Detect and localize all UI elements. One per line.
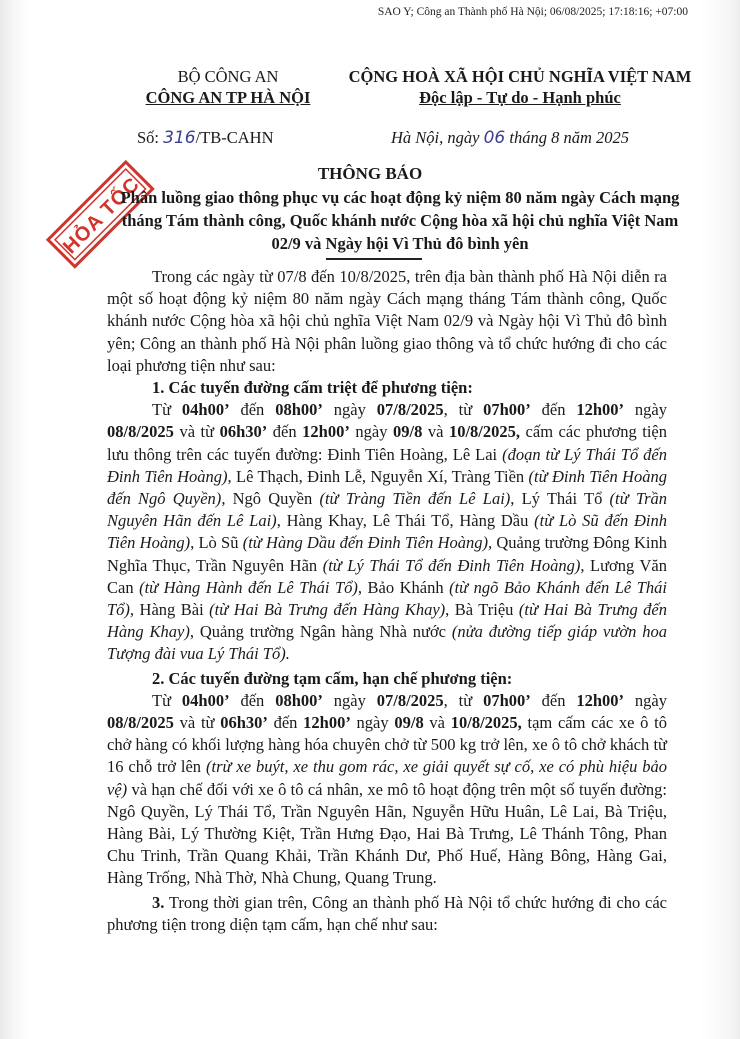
section-1-heading: 1. Các tuyến đường cấm triệt để phương tiện: bbox=[152, 378, 473, 398]
section-1-paragraph: Từ 04h00’ đến 08h00’ ngày 07/8/2025, từ 07h00’ đến 12h00’ ngày 08/8/2025 và từ 06h30’ đến 12h00’ ngày 09/8 và 10/8/2025, cấm các phương tiện lưu thông trên các tuyến đường: Đinh Tiên Hoàng, Lê Lai (đoạn từ Lý Thái Tổ đến Đinh Tiên Hoàng), Lê Thạch, Đinh Lễ, Nguyễn Xí, Tràng Tiền (từ Đinh Tiên Hoàng đến Ngô Quyền), Ngô Quyền (từ Tràng Tiền đến Lê Lai), Lý Thái Tổ (từ Trần Nguyên Hãn đến Lê Lai), Hàng Khay, Lê Thái Tổ, Hàng Dầu (từ Lò Sũ đến Đinh Tiên Hoàng), Lò Sũ (từ Hàng Dầu đến Đinh Tiên Hoàng), Quảng trường Đông Kinh Nghĩa Thục, Trần Nguyên Hãn (từ Lý Thái Tổ đến Đinh Tiên Hoàng), Lương Văn Can (từ Hàng Hành đến Lê Thái Tổ), Bảo Khánh (từ ngõ Bảo Khánh đến Lê Thái Tổ), Hàng Bài (từ Hai Bà Trưng đến Hàng Khay), Bà Triệu (từ Hai Bà Trưng đến Hàng Khay), Quảng trường Ngân hàng Nhà nước (nửa đường tiếp giáp vườn hoa Tượng đài vua Lý Thái Tổ). bbox=[107, 400, 668, 664]
copy-certification-line: SAO Y; Công an Thành phố Hà Nội; 06/08/2025; 17:18:16; +07:00 bbox=[377, 6, 688, 18]
date-prefix: Hà Nội, ngày bbox=[391, 128, 480, 147]
section-2-paragraph: Từ 04h00’ đến 08h00’ ngày 07/8/2025, từ 07h00’ đến 12h00’ ngày 08/8/2025 và từ 06h30’ đến 12h00’ ngày 09/8 và 10/8/2025, tạm cấm các xe ô tô chở hàng có khối lượng hàng hóa chuyên chở từ 500 kg trở lên, xe ô tô chở khách từ 16 chỗ trở lên (trừ xe buýt, xe thu gom rác, xe giải quyết sự cố, xe có phù hiệu bảo vệ) và hạn chế đối với xe ô tô cá nhân, xe mô tô hoạt động trên một số tuyến đường: Ngô Quyền, Lý Thái Tổ, Trần Nguyên Hãn, Nguyễn Hữu Huân, Lê Lai, Bà Triệu, Hàng Bài, Lý Thường Kiệt, Trần Hưng Đạo, Hai Bà Trưng, Lê Thánh Tông, Phan Chu Trinh, Trần Quang Khải, Trần Khánh Dư, Phố Huế, Hàng Bông, Hàng Gai, Hàng Trống, Nhà Thờ, Nhà Chung, Quang Trung. bbox=[107, 690, 668, 888]
document-body bbox=[107, 266, 667, 936]
national-heading-block bbox=[340, 66, 700, 108]
date-suffix: tháng 8 năm 2025 bbox=[509, 128, 629, 147]
handwritten-day: 06 bbox=[483, 128, 506, 148]
section-3-paragraph: 3. Trong thời gian trên, Công an thành phố Hà Nội tổ chức hướng đi cho các phương tiện trong diện tạm cấm, hạn chế như sau: bbox=[107, 892, 667, 934]
ministry-name: BỘ CÔNG AN bbox=[177, 67, 279, 86]
issue-date bbox=[391, 128, 629, 148]
section-2-heading: 2. Các tuyến đường tạm cấm, hạn chế phương tiện: bbox=[152, 668, 513, 688]
intro-paragraph: Trong các ngày từ 07/8 đến 10/8/2025, trên địa bàn thành phố Hà Nội diễn ra một số hoạt động kỷ niệm 80 năm ngày Cách mạng tháng Tám thành công, Quốc khánh nước Cộng hòa xã hội chủ nghĩa Việt Nam 02/9 và Ngày hội Vì Thủ đô bình yên; Công an thành phố Hà Nội phân luồng giao thông và tổ chức hướng đi cho các loại phương tiện như sau: bbox=[107, 267, 667, 375]
number-suffix: /TB-CAHN bbox=[195, 128, 274, 147]
document-subtitle: Phân luồng giao thông phục vụ các hoạt động kỷ niệm 80 năm ngày Cách mạng tháng Tám thành công, Quốc khánh nước Cộng hòa xã hội chủ nghĩa Việt Nam 02/9 và Ngày hội Vì Thủ đô bình yên bbox=[120, 188, 680, 253]
stamp-text: HỎA TỐC bbox=[59, 173, 145, 259]
issuing-agency-block bbox=[118, 66, 338, 108]
agency-name: CÔNG AN TP HÀ NỘI bbox=[145, 88, 311, 107]
national-motto: Độc lập - Tự do - Hạnh phúc bbox=[419, 88, 621, 107]
document-title: THÔNG BÁO bbox=[317, 164, 423, 183]
handwritten-number: 316 bbox=[163, 128, 196, 148]
title-underline bbox=[326, 258, 422, 260]
number-label: Số: bbox=[137, 128, 160, 147]
country-name: CỘNG HOÀ XÃ HỘI CHỦ NGHĨA VIỆT NAM bbox=[348, 67, 692, 86]
